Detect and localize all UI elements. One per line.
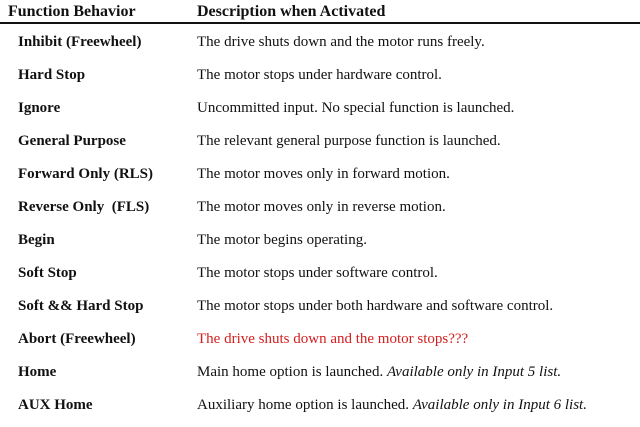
description-cell — [197, 100, 514, 117]
description-cell — [197, 199, 446, 216]
description-text: Main home option is launched. — [197, 364, 387, 380]
behavior-cell: AUX Home — [18, 397, 93, 413]
table-row — [0, 191, 640, 224]
table-header — [0, 0, 640, 24]
header-description: Description when Activated — [197, 3, 386, 20]
table-row — [0, 92, 640, 125]
description-text: The motor moves only in reverse motion. — [197, 199, 446, 215]
description-cell-highlighted — [197, 331, 468, 348]
description-text: The motor stops under hardware control. — [197, 67, 442, 83]
table-body — [0, 26, 640, 422]
description-cell — [197, 67, 442, 84]
description-text: The drive shuts down and the motor stops??? — [197, 331, 469, 347]
description-text: Auxiliary home option is launched. — [197, 397, 413, 413]
behavior-cell: Reverse Only (FLS) — [18, 199, 150, 215]
description-cell — [197, 133, 501, 150]
behavior-cell: Abort (Freewheel) — [18, 331, 136, 347]
table-row — [0, 224, 640, 257]
table-row — [0, 389, 640, 422]
availability-note: Available only in Input 5 list. — [386, 364, 562, 380]
behavior-cell: General Purpose — [18, 133, 126, 149]
header-function-behavior: Function Behavior — [8, 3, 136, 20]
behavior-cell: Inhibit (Freewheel) — [18, 34, 142, 50]
behavior-cell: Soft && Hard Stop — [18, 298, 144, 314]
description-text: The motor stops under both hardware and software control. — [197, 298, 554, 314]
table-row — [0, 125, 640, 158]
behavior-cell: Begin — [18, 232, 55, 248]
description-text: The motor begins operating. — [197, 232, 367, 248]
description-cell — [197, 232, 367, 249]
description-cell — [197, 166, 450, 183]
table-row — [0, 59, 640, 92]
table-row — [0, 158, 640, 191]
description-cell — [197, 364, 561, 381]
description-cell — [197, 34, 485, 51]
description-cell — [197, 265, 438, 282]
behavior-cell: Forward Only (RLS) — [18, 166, 153, 182]
description-text: Uncommitted input. No special function is launched. — [197, 100, 515, 116]
table-row — [0, 257, 640, 290]
behavior-cell: Hard Stop — [18, 67, 86, 83]
availability-note: Available only in Input 6 list. — [412, 397, 587, 413]
behavior-cell: Soft Stop — [18, 265, 77, 281]
table-row — [0, 323, 640, 356]
table-row — [0, 356, 640, 389]
description-text: The motor stops under software control. — [197, 265, 438, 281]
description-cell — [197, 397, 587, 414]
table-row — [0, 290, 640, 323]
description-cell — [197, 298, 553, 315]
description-text: The drive shuts down and the motor runs freely. — [197, 34, 485, 50]
description-text: The relevant general purpose function is launched. — [197, 133, 501, 149]
description-text: The motor moves only in forward motion. — [197, 166, 450, 182]
behavior-cell: Home — [18, 364, 57, 380]
behavior-cell: Ignore — [18, 100, 61, 116]
table-row — [0, 26, 640, 59]
